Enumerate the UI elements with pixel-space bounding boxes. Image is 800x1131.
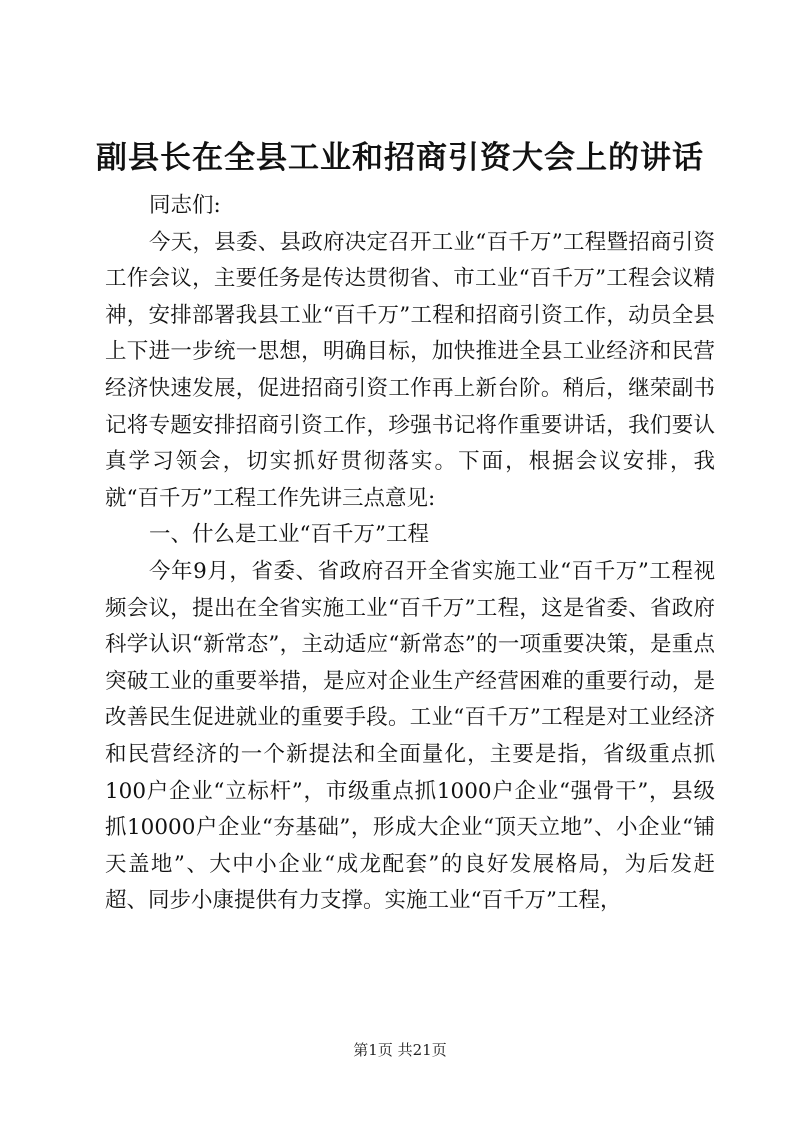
document-body bbox=[105, 188, 715, 920]
page-number: 第1页 共21页 bbox=[353, 1041, 447, 1059]
paragraph-opening: 今天，县委、县政府决定召开工业“百千万”工程暨招商引资工作会议，主要任务是传达贯彻省、市工业“百千万”工程会议精神，安排部署我县工业“百千万”工程和招商引资工作，动员全县上下进一步统一思想，明确目标，加快推进全县工业经济和民营经济快速发展，促进招商引资工作再上新台阶。稍后，继荣副书记将专题安排招商引资工作，珍强书记将作重要讲话，我们要认真学习领会，切实抓好贯彻落实。下面，根据会议安排，我就“百千万”工程工作先讲三点意见: bbox=[105, 229, 715, 511]
salutation: 同志们: bbox=[149, 193, 221, 218]
paragraph-section-1: 今年9月，省委、省政府召开全省实施工业“百千万”工程视频会议，提出在全省实施工业“百千万”工程，这是省委、省政府科学认识“新常态”，主动适应“新常态”的一项重要决策，是重点突破工业的重要举措，是应对企业生产经营困难的重要行动，是改善民生促进就业的重要手段。工业“百千万”工程是对工业经济和民营经济的一个新提法和全面量化，主要是指，省级重点抓100户企业“立标杆”，市级重点抓1000户企业“强骨干”，县级抓10000户企业“夯基础”，形成大企业“顶天立地”、小企业“铺天盖地”、大中小企业“成龙配套”的良好发展格局，为后发赶超、同步小康提供有力支撑。实施工业“百千万”工程， bbox=[105, 558, 715, 914]
document-title: 副县长在全县工业和招商引资大会上的讲话 bbox=[96, 140, 704, 176]
section-heading-1: 一、什么是工业“百千万”工程 bbox=[149, 522, 429, 548]
